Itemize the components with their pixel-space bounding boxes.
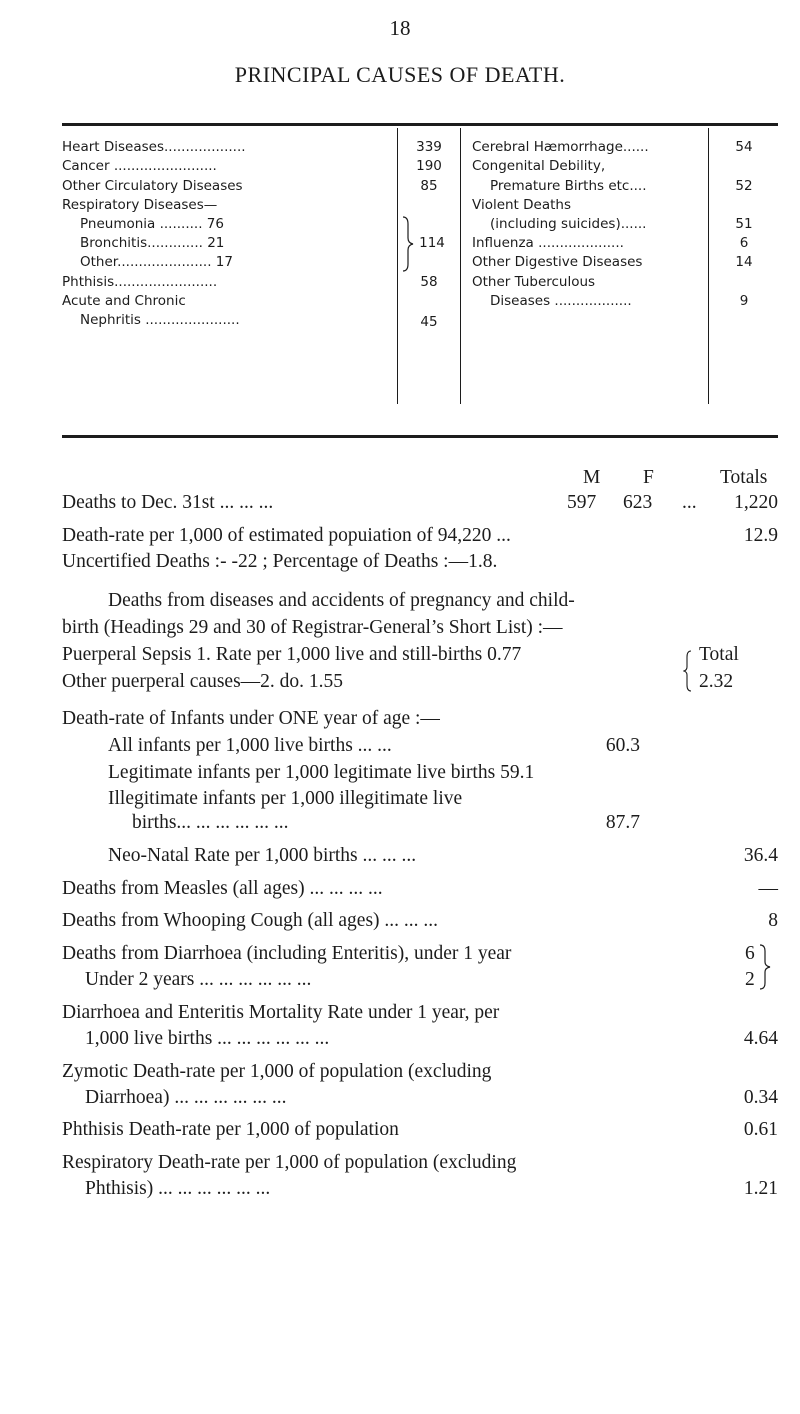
col-f-heading: F <box>643 467 654 488</box>
zymotic-label-2: Diarrhoea) ... ... ... ... ... ... <box>85 1087 287 1108</box>
col-totals-heading: Totals <box>720 467 768 488</box>
enteritis-label-2: 1,000 live births ... ... ... ... ... ... <box>85 1028 330 1049</box>
whooping-value: 8 <box>768 910 778 931</box>
diarrhoea-label-1: Deaths from Diarrhoea (including Enteritis), under 1 year <box>62 943 512 964</box>
legitimate-infants: Legitimate infants per 1,000 legitimate live births 59.1 <box>108 762 535 783</box>
left-row-label: Other Circulatory Diseases <box>62 178 243 194</box>
table-divider-1 <box>397 128 398 404</box>
puerperal-sepsis: Puerperal Sepsis 1. Rate per 1,000 live and still-births 0.77 <box>62 644 522 665</box>
death-rate-label: Death-rate per 1,000 of estimated popuiation of 94,220 ... <box>62 525 511 546</box>
left-row-value: 58 <box>420 274 438 290</box>
right-row-label: Premature Births etc.... <box>490 178 647 194</box>
respiratory-label-2: Phthisis) ... ... ... ... ... ... <box>85 1178 271 1199</box>
all-infants-value: 60.3 <box>605 735 640 756</box>
left-row-value: 339 <box>416 139 442 155</box>
diarrhoea-label-2: Under 2 years ... ... ... ... ... ... <box>85 969 312 990</box>
left-row-label: Bronchitis............. 21 <box>80 235 225 251</box>
left-row-label: Heart Diseases................... <box>62 139 246 155</box>
left-row-value: 45 <box>420 314 438 330</box>
all-infants-label: All infants per 1,000 live births ... ... <box>108 735 392 756</box>
deaths-f: 623 <box>623 492 653 513</box>
zymotic-value: 0.34 <box>743 1087 778 1108</box>
diarrhoea-brace-icon <box>758 944 772 990</box>
left-row-label: Respiratory Diseases— <box>62 197 218 213</box>
enteritis-value: 4.64 <box>743 1028 778 1049</box>
right-row-label: Influenza .................... <box>472 235 624 251</box>
puerperal-total-value: 2.32 <box>699 671 734 692</box>
right-row-value: 9 <box>739 293 749 309</box>
phthisis-rate-value: 0.61 <box>743 1119 778 1140</box>
respiratory-label-1: Respiratory Death-rate per 1,000 of population (excluding <box>62 1152 517 1173</box>
other-puerperal: Other puerperal causes—2. do. 1.55 <box>62 671 344 692</box>
right-row-value: 52 <box>735 178 753 194</box>
neo-natal-label: Neo-Natal Rate per 1,000 births ... ... ... <box>108 845 417 866</box>
left-row-label: Nephritis ...................... <box>80 312 240 328</box>
diarrhoea-value-1: 6 <box>745 943 755 964</box>
right-row-label: Cerebral Hæmorrhage...... <box>472 139 649 155</box>
pregnancy-line-2: birth (Headings 29 and 30 of Registrar-General’s Short List) :— <box>62 617 563 638</box>
diarrhoea-value-2: 2 <box>745 969 755 990</box>
left-row-label: Acute and Chronic <box>62 293 186 309</box>
right-row-label: Congenital Debility, <box>472 158 606 174</box>
right-row-label: Other Tuberculous <box>472 274 596 290</box>
col-m-heading: M <box>583 467 601 488</box>
right-row-value: 6 <box>739 235 749 251</box>
right-row-label: Other Digestive Diseases <box>472 254 643 270</box>
uncertified-deaths: Uncertified Deaths :- -22 ; Percentage of Deaths :—1.8. <box>62 551 498 572</box>
deaths-sep: ... <box>682 492 697 513</box>
left-row-label: Cancer ........................ <box>62 158 217 174</box>
right-row-value: 54 <box>735 139 753 155</box>
left-row-label: Phthisis........................ <box>62 274 218 290</box>
whooping-label: Deaths from Whooping Cough (all ages) ... ... ... <box>62 910 439 931</box>
right-row-label: (including suicides)...... <box>490 216 647 232</box>
right-row-value: 14 <box>735 254 753 270</box>
table-divider-3 <box>708 128 709 404</box>
deaths-total: 1,220 <box>734 492 778 513</box>
table-divider-2 <box>460 128 461 404</box>
illegitimate-infants-1: Illegitimate infants per 1,000 illegitimate live <box>108 788 463 809</box>
pregnancy-line-1: Deaths from diseases and accidents of pregnancy and child- <box>108 590 575 611</box>
page-number: 18 <box>389 16 411 40</box>
neo-natal-value: 36.4 <box>743 845 778 866</box>
table-top-rule <box>62 123 778 126</box>
respiratory-value: 1.21 <box>743 1178 778 1199</box>
puerperal-total-label: Total <box>699 644 739 665</box>
puerperal-brace-icon <box>683 650 695 692</box>
table-bottom-rule <box>62 435 778 438</box>
infants-heading: Death-rate of Infants under ONE year of age :— <box>62 708 440 729</box>
left-row-value: 114 <box>419 235 445 251</box>
phthisis-rate-label: Phthisis Death-rate per 1,000 of population <box>62 1119 399 1140</box>
illegitimate-infants-2: births... ... ... ... ... ... <box>132 812 289 833</box>
measles-value: — <box>758 878 778 899</box>
enteritis-label-1: Diarrhoea and Enteritis Mortality Rate under 1 year, per <box>62 1002 500 1023</box>
left-row-value: 190 <box>416 158 442 174</box>
right-row-value: 51 <box>735 216 753 232</box>
left-row-value: 85 <box>420 178 438 194</box>
left-row-label: Pneumonia .......... 76 <box>80 216 224 232</box>
death-rate-value: 12.9 <box>743 525 778 546</box>
left-row-label: Other...................... 17 <box>80 254 233 270</box>
deaths-m: 597 <box>567 492 597 513</box>
illegitimate-infants-value: 87.7 <box>605 812 640 833</box>
deaths-label: Deaths to Dec. 31st ... ... ... <box>62 492 274 513</box>
page-title: PRINCIPAL CAUSES OF DEATH. <box>234 62 566 87</box>
measles-label: Deaths from Measles (all ages) ... ... ... ... <box>62 878 383 899</box>
right-row-label: Violent Deaths <box>472 197 572 213</box>
zymotic-label-1: Zymotic Death-rate per 1,000 of population (excluding <box>62 1061 492 1082</box>
right-row-label: Diseases .................. <box>490 293 632 309</box>
